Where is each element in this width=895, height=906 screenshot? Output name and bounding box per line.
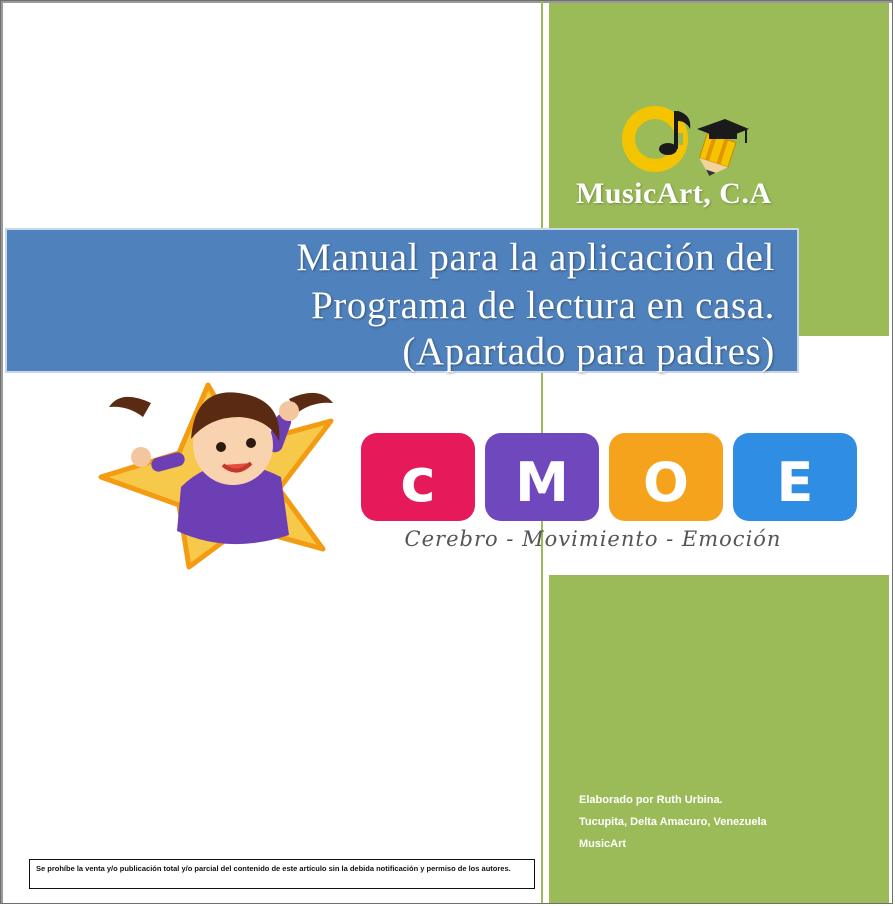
tile-c-letter: c bbox=[400, 446, 436, 516]
title-line-1: Manual para la aplicación del bbox=[296, 236, 775, 279]
musicart-logo-icon bbox=[613, 97, 753, 179]
author-block bbox=[579, 789, 767, 855]
title-line-3: (Apartado para padres) bbox=[402, 330, 775, 373]
tile-e-letter: E bbox=[776, 451, 814, 514]
company-name: MusicArt, C.A bbox=[576, 177, 772, 210]
location-line: Tucupita, Delta Amacuro, Venezuela bbox=[579, 816, 767, 828]
title-banner bbox=[5, 228, 799, 373]
cmoe-letter-tiles bbox=[361, 433, 857, 521]
author-line: Elaborado por Ruth Urbina. bbox=[579, 794, 723, 806]
cmoe-tagline: Cerebro - Movimiento - Emoción bbox=[404, 527, 782, 551]
tile-o-letter: O bbox=[643, 451, 689, 514]
title-line-2: Programa de lectura en casa. bbox=[311, 284, 775, 327]
tile-m-letter: M bbox=[515, 451, 569, 514]
publisher-line: MusicArt bbox=[579, 838, 627, 850]
copyright-notice: Se prohíbe la venta y/o publicación total y/o parcial del contenido de este artículo sin la debida notificación y permiso de los autores. bbox=[29, 859, 535, 889]
